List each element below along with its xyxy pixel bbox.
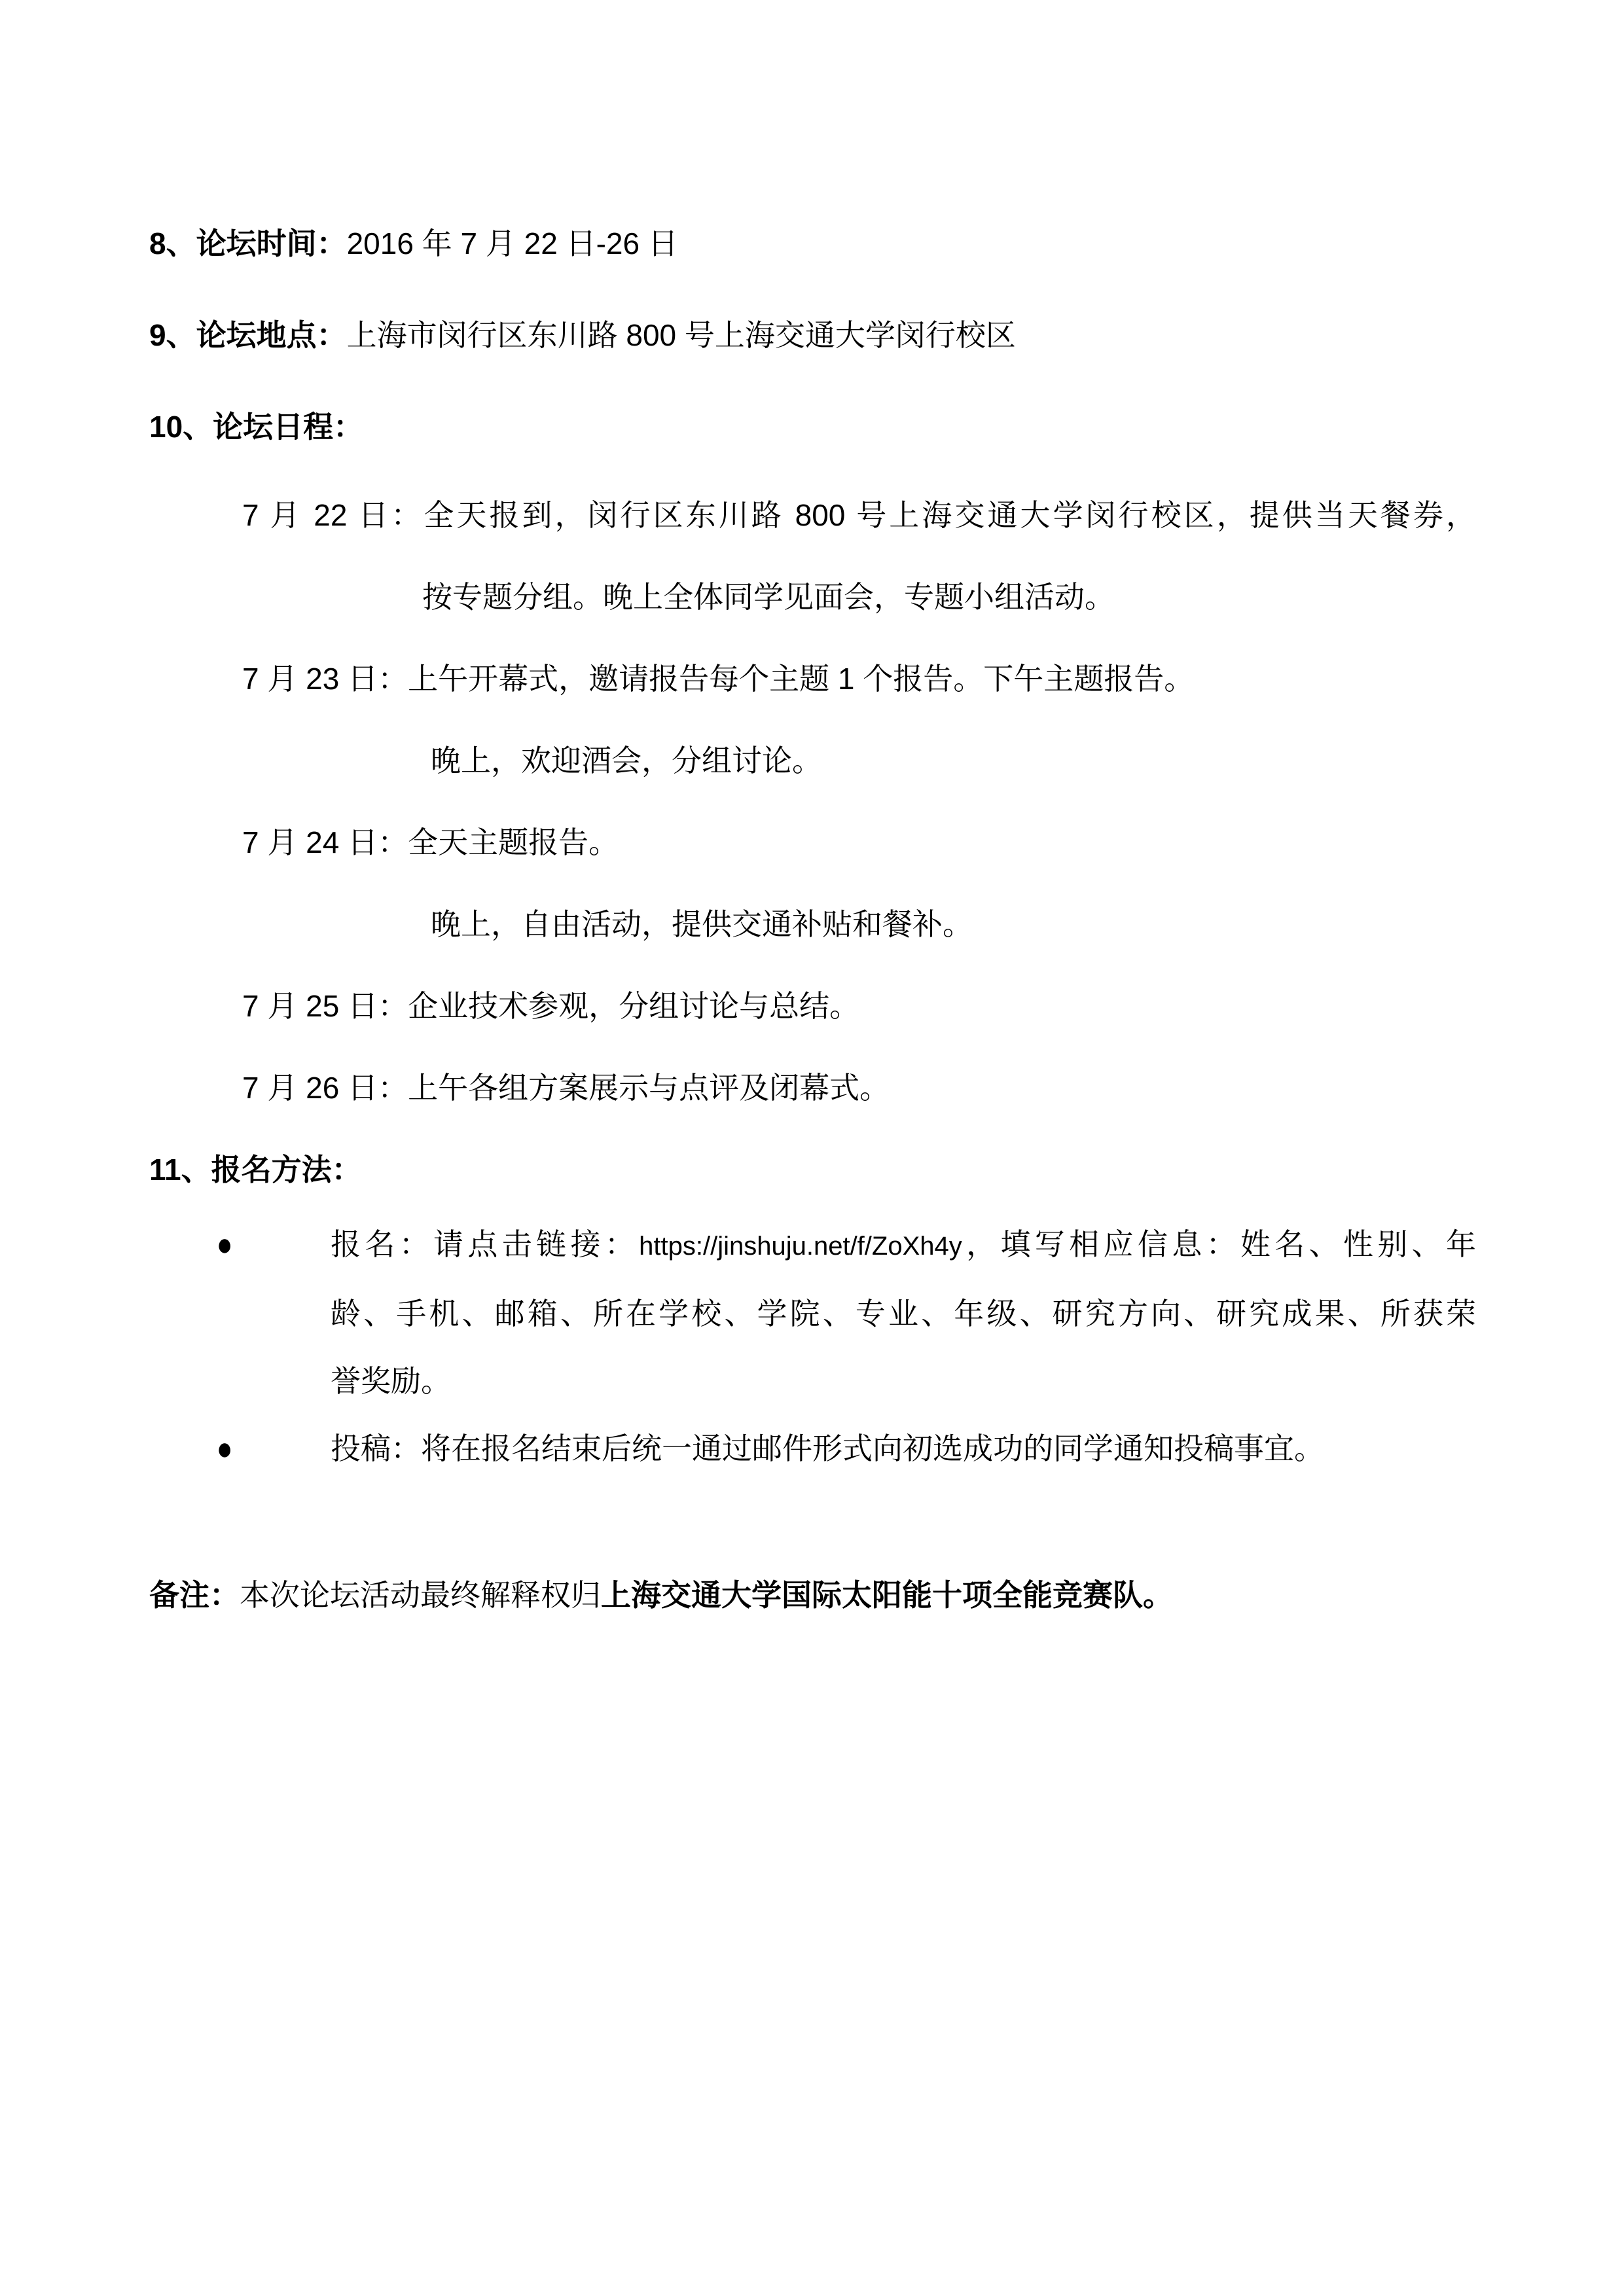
note-paragraph [149, 1554, 1476, 1636]
schedule-jul23-evening: 晚上，欢迎酒会，分组讨论。 [431, 744, 822, 778]
note-label: 备注： [149, 1578, 240, 1612]
bullet-icon: ● [216, 1430, 233, 1467]
forum-time-paragraph [149, 203, 1476, 285]
signup-bullet-item [149, 1211, 1476, 1415]
schedule-jul24: 7 月 24 日：全天主题报告。 [242, 825, 619, 859]
note-text-bold: 上海交通大学国际太阳能十项全能竞赛队 [601, 1578, 1143, 1612]
schedule-jul24-evening: 晚上，自由活动，提供交通补贴和餐补。 [431, 907, 973, 941]
registration-method-heading: 11、报名方法： [149, 1153, 362, 1187]
bullet-icon: ● [216, 1226, 233, 1263]
signup-line2: 龄、手机、邮箱、所在学校、学院、专业、年级、研究方向、研究成果、所获荣 [331, 1297, 1476, 1331]
signup-line3: 誉奖励。 [331, 1364, 451, 1398]
forum-location-label: 9、论坛地点： [149, 318, 347, 352]
forum-location-value: 上海市闵行区东川路 800 号上海交通大学闵行校区 [346, 318, 1016, 352]
note-period: 。 [1143, 1578, 1173, 1612]
signup-link-url: https://jinshuju.net/f/ZoXh4y [639, 1232, 962, 1261]
schedule-jul22-line2: 按专题分组。晚上全体同学见面会，专题小组活动。 [422, 580, 1115, 614]
submission-bullet-item [149, 1415, 1476, 1482]
schedule-jul26: 7 月 26 日：上午各组方案展示与点评及闭幕式。 [242, 1071, 890, 1105]
forum-agenda-heading: 10、论坛日程： [149, 410, 364, 444]
schedule-jul23: 7 月 23 日：上午开幕式，邀请报告每个主题 1 个报告。下午主题报告。 [242, 662, 1195, 696]
signup-line1-suffix: ，填写相应信息：姓名、性别、年 [962, 1227, 1476, 1261]
schedule-jul25: 7 月 25 日：企业技术参观，分组讨论与总结。 [242, 989, 860, 1023]
submission-line: 投稿：将在报名结束后统一通过邮件形式向初选成功的同学通知投稿事宜。 [331, 1431, 1324, 1465]
signup-line1-prefix: 报名：请点击链接： [331, 1227, 640, 1261]
forum-time-value: 2016 年 7 月 22 日-26 日 [346, 226, 678, 260]
schedule-jul22-line1: 7 月 22 日：全天报到，闵行区东川路 800 号上海交通大学闵行校区，提供当天餐券， [242, 498, 1476, 532]
forum-location-paragraph [149, 295, 1476, 376]
registration-bullet-list [149, 1211, 1476, 1482]
schedule-block [149, 475, 1476, 1129]
forum-time-label: 8、论坛时间： [149, 226, 347, 260]
note-text-regular: 本次论坛活动最终解释权归 [240, 1578, 601, 1612]
signup-line1 [331, 1211, 1476, 1280]
